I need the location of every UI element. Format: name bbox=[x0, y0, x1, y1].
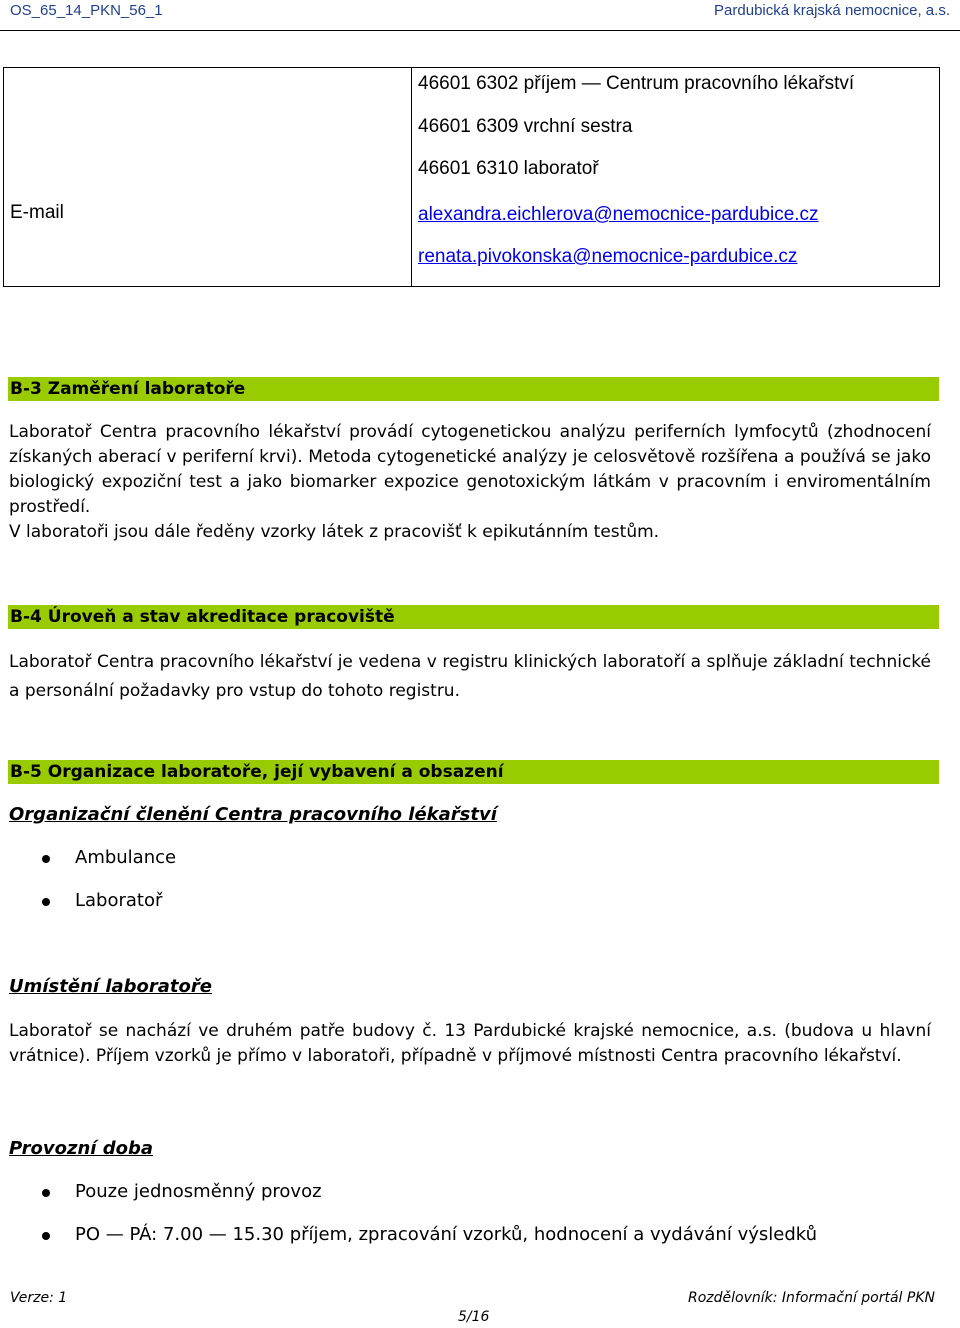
bullet-icon bbox=[42, 898, 50, 906]
org-item-ambulance: Ambulance bbox=[75, 847, 177, 868]
document-code: OS_65_14_PKN_56_1 bbox=[10, 2, 163, 19]
phone-line-reception: 46601 6302 příjem — Centrum pracovního lékařství bbox=[418, 73, 855, 94]
bullet-icon bbox=[42, 1232, 50, 1240]
footer-version: Verze: 1 bbox=[10, 1290, 68, 1306]
email-link-pivokonska[interactable]: renata.pivokonska@nemocnice-pardubice.cz bbox=[418, 246, 798, 267]
header-divider bbox=[0, 30, 960, 31]
org-structure-heading: Organizační členění Centra pracovního lékařství bbox=[9, 804, 497, 825]
phone-line-laboratory: 46601 6310 laboratoř bbox=[418, 158, 599, 179]
operating-hours-heading: Provozní doba bbox=[9, 1138, 153, 1159]
section-b5-title: B-5 Organizace laboratoře, její vybavení a obsazení bbox=[8, 760, 939, 784]
location-heading: Umístění laboratoře bbox=[9, 976, 212, 997]
section-b3-text-2: V laboratoři jsou dále ředěny vzorky látek z pracovišť k epikutánním testům. bbox=[9, 522, 660, 542]
contact-label-cell bbox=[4, 68, 412, 287]
email-link-eichlerova[interactable]: alexandra.eichlerova@nemocnice-pardubice.cz bbox=[418, 204, 819, 225]
contact-table bbox=[3, 67, 940, 287]
email-label: E-mail bbox=[10, 202, 64, 223]
hours-item-single-shift: Pouze jednosměnný provoz bbox=[75, 1181, 322, 1202]
phone-line-head-nurse: 46601 6309 vrchní sestra bbox=[418, 116, 633, 137]
hours-item-schedule: PO — PÁ: 7.00 — 15.30 příjem, zpracování vzorků, hodnocení a vydávání výsledků bbox=[75, 1224, 818, 1245]
section-b4-title: B-4 Úroveň a stav akreditace pracoviště bbox=[8, 605, 939, 629]
contact-value-cell bbox=[412, 68, 940, 287]
section-b3-text: Laboratoř Centra pracovního lékařství provádí cytogenetickou analýzu periferních lymfocytů (zhodnocení získaných aberací v periferní krvi). Metoda cytogenetické analýzy je celosvětově rozšířena a používá se jako biologický expoziční test a jako biomarker expozice genotoxickým látkám v pracovním i enviromentálním prostředí. bbox=[9, 422, 931, 517]
bullet-icon bbox=[42, 855, 50, 863]
footer-distribution: Rozdělovník: Informační portál PKN bbox=[687, 1290, 935, 1306]
organization-name: Pardubická krajská nemocnice, a.s. bbox=[714, 2, 950, 19]
page-number: 5/16 bbox=[458, 1309, 490, 1325]
location-text: Laboratoř se nachází ve druhém patře budovy č. 13 Pardubické krajské nemocnice, a.s. (budova u hlavní vrátnice). Příjem vzorků je přímo v laboratoři, případně v příjmové místnosti Centra pracovního lékařství. bbox=[9, 1021, 931, 1066]
org-item-laboratory: Laboratoř bbox=[75, 890, 163, 911]
section-b4-text: Laboratoř Centra pracovního lékařství je vedena v registru klinických laboratoří a splňuje základní technické a personální požadavky pro vstup do tohoto registru. bbox=[9, 652, 931, 701]
bullet-icon bbox=[42, 1189, 50, 1197]
section-b3-title: B-3 Zaměření laboratoře bbox=[8, 377, 939, 401]
